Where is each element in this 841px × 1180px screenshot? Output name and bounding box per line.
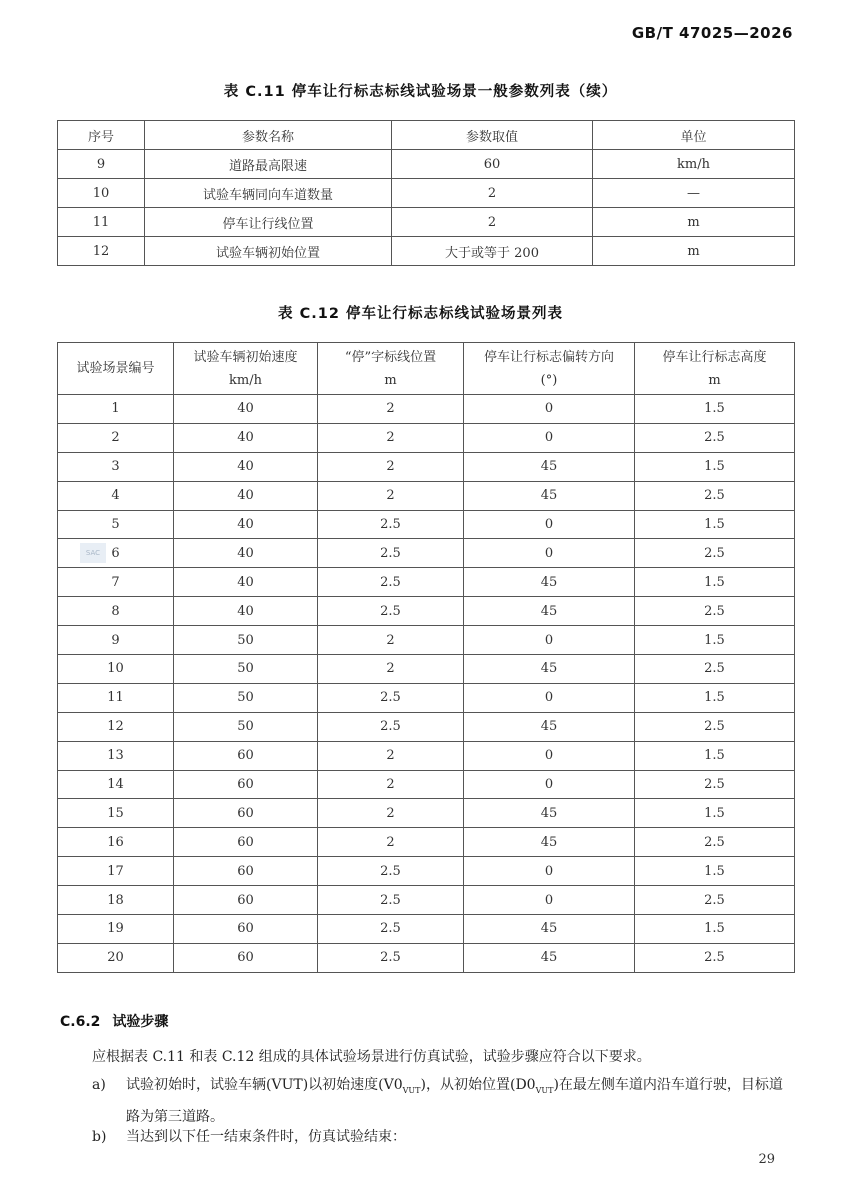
table-cell: 60 — [174, 741, 318, 770]
table-cell: 5 — [58, 510, 174, 539]
table-cell: 2.5 — [635, 655, 795, 684]
table-cell: 45 — [464, 915, 635, 944]
table-cell: 2 — [318, 828, 464, 857]
table-cell: 45 — [464, 568, 635, 597]
table-row — [58, 886, 795, 915]
table-row — [58, 568, 795, 597]
table-cell: 2.5 — [635, 886, 795, 915]
table-cell: 1.5 — [635, 799, 795, 828]
table-cell: 0 — [464, 683, 635, 712]
table-row — [58, 481, 795, 510]
table-cell: 10 — [58, 655, 174, 684]
table-row — [58, 741, 795, 770]
table-row — [58, 683, 795, 712]
table-cell: 45 — [464, 828, 635, 857]
table-row — [58, 915, 795, 944]
column-header: 停车让行标志偏转方向 (°) — [464, 343, 635, 395]
table-cell: 2 — [318, 770, 464, 799]
table-cell: 2.5 — [635, 539, 795, 568]
table-cell: 2.5 — [318, 712, 464, 741]
table-cell: 2.5 — [318, 857, 464, 886]
table-cell: 50 — [174, 655, 318, 684]
table-cell: 12 — [58, 712, 174, 741]
table-cell: 45 — [464, 712, 635, 741]
table-row — [58, 712, 795, 741]
table-c11-header-row — [58, 121, 795, 150]
table-cell: 2.5 — [635, 597, 795, 626]
section-heading — [60, 1011, 168, 1031]
table-c12-caption: 表 C.12 停车让行标志标线试验场景列表 — [278, 306, 563, 322]
table-cell: 3 — [58, 452, 174, 481]
table-cell: 19 — [58, 915, 174, 944]
table-cell: 45 — [464, 799, 635, 828]
table-cell: m — [593, 208, 795, 237]
table-cell: 2 — [318, 481, 464, 510]
table-cell: 2 — [392, 179, 593, 208]
table-cell: 40 — [174, 481, 318, 510]
table-cell: 11 — [58, 683, 174, 712]
table-cell: km/h — [593, 150, 795, 179]
table-cell: 1.5 — [635, 568, 795, 597]
standard-number: GB/T 47025—2026 — [631, 24, 793, 42]
table-cell: 2.5 — [635, 943, 795, 972]
table-row — [58, 626, 795, 655]
table-cell: 2 — [318, 452, 464, 481]
table-cell: 9 — [58, 626, 174, 655]
table-row — [58, 395, 795, 424]
table-cell: 20 — [58, 943, 174, 972]
table-c12 — [57, 342, 795, 973]
table-cell: 大于或等于 200 — [392, 237, 593, 266]
table-cell: 0 — [464, 770, 635, 799]
table-cell: 4 — [58, 481, 174, 510]
table-cell: 试验车辆同向车道数量 — [145, 179, 392, 208]
table-cell: 0 — [464, 886, 635, 915]
table-row — [58, 423, 795, 452]
table-cell: 0 — [464, 395, 635, 424]
table-cell: 2.5 — [318, 597, 464, 626]
table-cell: 2 — [58, 423, 174, 452]
table-row — [58, 799, 795, 828]
column-header: 停车让行标志高度 m — [635, 343, 795, 395]
table-row — [58, 208, 795, 237]
table-cell: 40 — [174, 395, 318, 424]
table-cell: 道路最高限速 — [145, 150, 392, 179]
table-cell: 2.5 — [318, 568, 464, 597]
table-cell: 17 — [58, 857, 174, 886]
column-header: 单位 — [593, 121, 795, 150]
table-cell: 50 — [174, 683, 318, 712]
table-cell: 50 — [174, 712, 318, 741]
section-intro: 应根据表 C.11 和表 C.12 组成的具体试验场景进行仿真试验，试验步骤应符合以下要求。 — [92, 1049, 651, 1065]
table-cell: 1.5 — [635, 915, 795, 944]
table-cell: 2.5 — [635, 481, 795, 510]
table-cell: 2.5 — [635, 828, 795, 857]
table-cell: 14 — [58, 770, 174, 799]
table-cell: 1 — [58, 395, 174, 424]
table-cell: 40 — [174, 510, 318, 539]
table-cell: 60 — [392, 150, 593, 179]
table-cell: 2.5 — [318, 683, 464, 712]
table-cell: 60 — [174, 915, 318, 944]
table-cell: 2.5 — [318, 915, 464, 944]
table-cell: 8 — [58, 597, 174, 626]
table-cell: 45 — [464, 655, 635, 684]
column-header: “停”字标线位置 m — [318, 343, 464, 395]
table-cell: 40 — [174, 423, 318, 452]
table-cell: 16 — [58, 828, 174, 857]
table-c12-header-row — [58, 343, 795, 395]
table-row — [58, 150, 795, 179]
table-cell: 停车让行线位置 — [145, 208, 392, 237]
table-row — [58, 237, 795, 266]
table-cell: 2.5 — [635, 712, 795, 741]
page-number: 29 — [758, 1152, 775, 1167]
table-cell: 6 — [58, 539, 174, 568]
table-cell: 7 — [58, 568, 174, 597]
section-number: C.6.2 — [60, 1014, 101, 1030]
column-header: 试验场景编号 — [58, 343, 174, 395]
table-cell: — — [593, 179, 795, 208]
table-cell: 40 — [174, 597, 318, 626]
table-cell: 45 — [464, 481, 635, 510]
table-cell: 40 — [174, 452, 318, 481]
table-cell: 1.5 — [635, 741, 795, 770]
table-cell: 0 — [464, 539, 635, 568]
table-cell: 40 — [174, 568, 318, 597]
table-cell: 18 — [58, 886, 174, 915]
table-cell: 2.5 — [318, 943, 464, 972]
table-c11-caption: 表 C.11 停车让行标志标线试验场景一般参数列表（续） — [223, 84, 618, 100]
table-cell: 50 — [174, 626, 318, 655]
table-cell: 2.5 — [318, 539, 464, 568]
table-cell: 1.5 — [635, 857, 795, 886]
table-cell: 10 — [58, 179, 145, 208]
table-cell: 0 — [464, 741, 635, 770]
table-cell: 试验车辆初始位置 — [145, 237, 392, 266]
table-cell: 2.5 — [635, 423, 795, 452]
watermark-logo: SAC — [80, 543, 106, 563]
table-row — [58, 857, 795, 886]
table-cell: 0 — [464, 857, 635, 886]
table-cell: 2 — [318, 799, 464, 828]
table-cell: 2 — [318, 741, 464, 770]
list-item-text: 当达到以下任一结束条件时，仿真试验结束： — [126, 1129, 406, 1145]
table-cell: m — [593, 237, 795, 266]
table-cell: 1.5 — [635, 452, 795, 481]
table-cell: 11 — [58, 208, 145, 237]
table-row — [58, 655, 795, 684]
table-cell: 2 — [318, 626, 464, 655]
table-cell: 60 — [174, 943, 318, 972]
table-row — [58, 179, 795, 208]
table-c11 — [57, 120, 795, 266]
table-row — [58, 452, 795, 481]
table-cell: 1.5 — [635, 510, 795, 539]
table-cell: 2 — [318, 423, 464, 452]
section-title: 试验步骤 — [112, 1014, 169, 1030]
table-cell: 2 — [318, 395, 464, 424]
table-cell: 45 — [464, 943, 635, 972]
table-cell: 40 — [174, 539, 318, 568]
column-header: 试验车辆初始速度 km/h — [174, 343, 318, 395]
table-cell: 60 — [174, 770, 318, 799]
table-cell: 15 — [58, 799, 174, 828]
table-cell: 0 — [464, 626, 635, 655]
table-cell: 45 — [464, 597, 635, 626]
table-cell: 1.5 — [635, 395, 795, 424]
table-cell: 1.5 — [635, 626, 795, 655]
table-cell: 60 — [174, 799, 318, 828]
table-cell: 2.5 — [635, 770, 795, 799]
table-cell: 45 — [464, 452, 635, 481]
table-row — [58, 828, 795, 857]
table-cell: 2 — [392, 208, 593, 237]
table-cell: 13 — [58, 741, 174, 770]
table-cell: 1.5 — [635, 683, 795, 712]
table-row — [58, 539, 795, 568]
table-row — [58, 597, 795, 626]
table-row — [58, 943, 795, 972]
table-cell: 0 — [464, 423, 635, 452]
column-header: 序号 — [58, 121, 145, 150]
table-cell: 2 — [318, 655, 464, 684]
table-cell: 2.5 — [318, 510, 464, 539]
table-cell: 0 — [464, 510, 635, 539]
table-row — [58, 770, 795, 799]
table-cell: 60 — [174, 857, 318, 886]
table-cell: 9 — [58, 150, 145, 179]
list-item-text: 试验初始时，试验车辆(VUT)以初始速度$(V0_{VUT})$，从初始位置$(D0_{VUT})$在最左侧车道内沿车道行驶，目标道路为第三道路。 — [126, 1077, 783, 1125]
column-header: 参数取值 — [392, 121, 593, 150]
list-item-label: b) — [92, 1129, 107, 1145]
column-header: 参数名称 — [145, 121, 392, 150]
table-cell: 2.5 — [318, 886, 464, 915]
table-cell: 12 — [58, 237, 145, 266]
list-item-label: a) — [92, 1077, 106, 1093]
table-cell: 60 — [174, 828, 318, 857]
table-cell: 60 — [174, 886, 318, 915]
table-row — [58, 510, 795, 539]
